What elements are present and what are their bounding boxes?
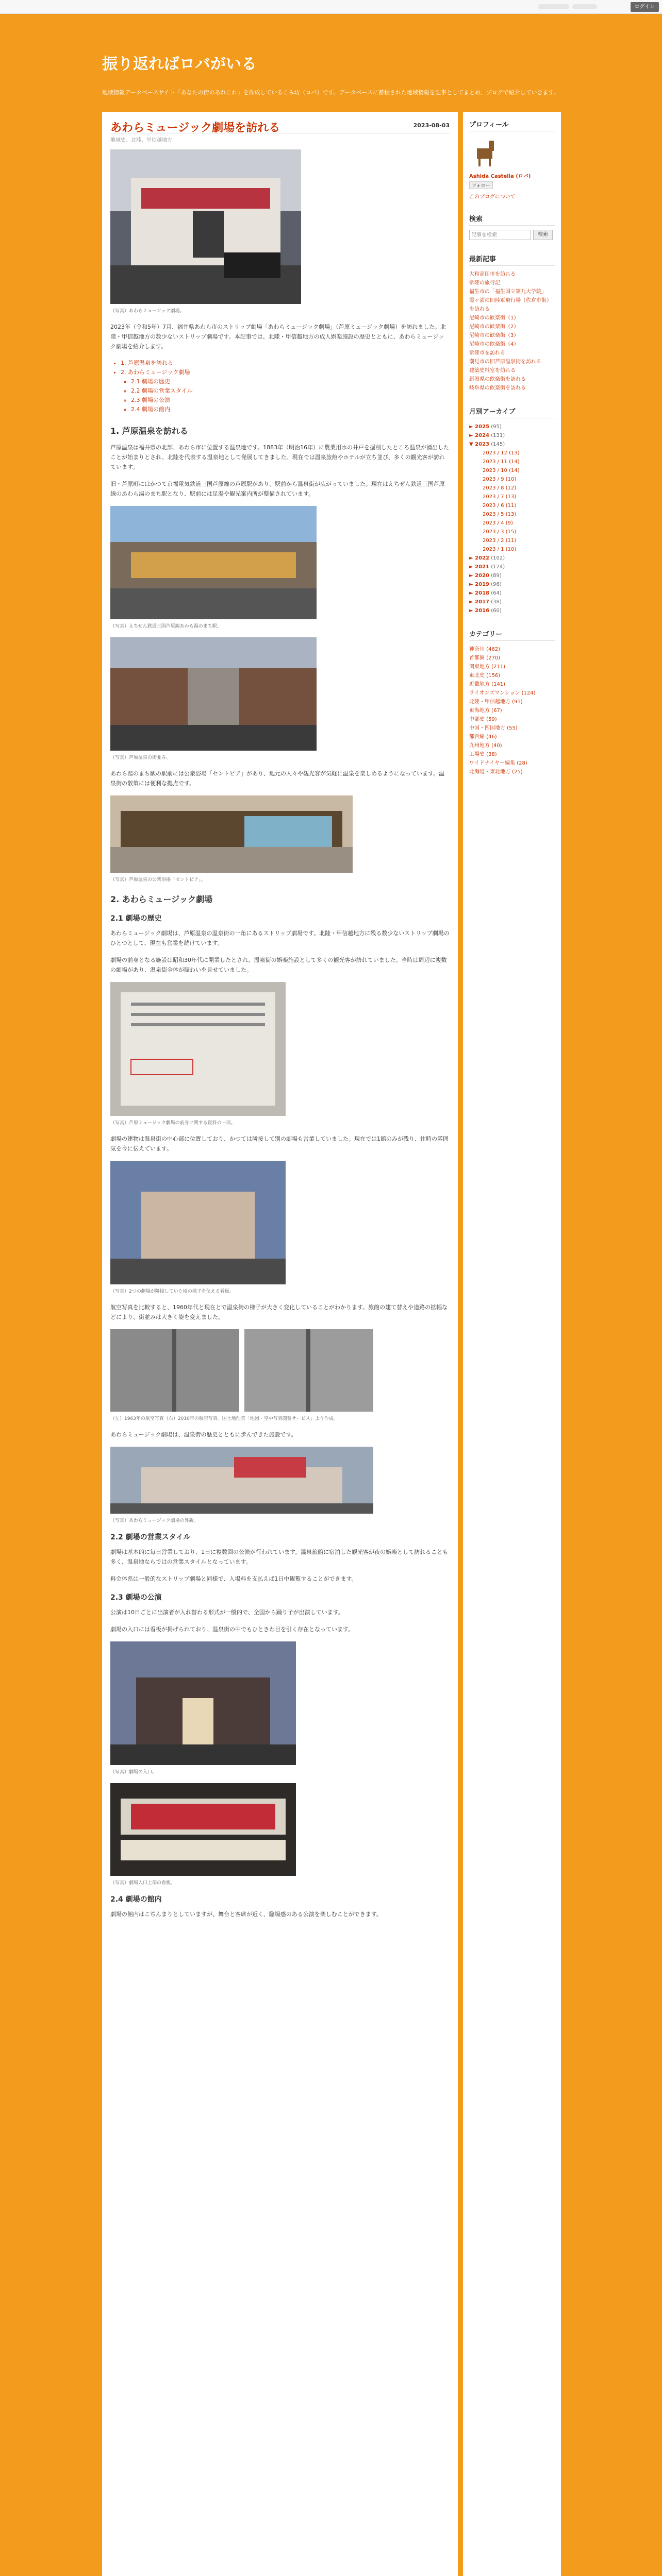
archive-year[interactable]: ► 2025 (95) [469, 424, 502, 430]
archive-year[interactable]: ► 2022 (102) [469, 555, 505, 561]
paragraph: 劇場は基本的に毎日営業しており、1日に複数回の公演が行われています。温泉旅館に宿泊した観光客が夜の娯楽として訪れることも多く、温泉地ならではの営業スタイルとなっています。 [110, 1549, 449, 1565]
paragraph: 劇場の館内はこぢんまりとしていますが、舞台と客席が近く、臨場感のある公演を楽しむことができます。 [110, 1911, 382, 1918]
archive-month[interactable]: 2023 / 7 (13) [483, 494, 517, 500]
post-labels[interactable]: 地域史、北陸、甲信越地方 [110, 138, 172, 143]
paragraph: 劇場の入口には看板が掲げられており、温泉街の中でもひときわ目を引く存在となっています。 [110, 1626, 354, 1633]
archive-month[interactable]: 2023 / 9 (10) [483, 477, 517, 482]
label-link[interactable]: 首都圏 (270) [469, 655, 501, 661]
recent-post-link[interactable]: 福生市の「福生国立第九大学院」 [469, 289, 547, 295]
paragraph: 劇場の建物は温泉街の中心部に位置しており、かつては隣接して別の劇場も営業していました。現在では1館のみが残り、往時の雰囲気を今に伝えています。 [110, 1136, 449, 1152]
subsection-heading: 2.1 劇場の歴史 [110, 914, 162, 923]
subsection-heading: 2.3 劇場の公演 [110, 1594, 162, 1602]
archive-year[interactable]: ► 2019 (96) [469, 582, 502, 587]
archive-month[interactable]: 2023 / 6 (11) [483, 503, 517, 509]
recent-post-link[interactable]: 岐阜県の飲楽街を訪れる [469, 385, 526, 391]
theater-facade-photo[interactable] [110, 1447, 373, 1514]
paragraph: あわらミュージック劇場は、温泉街の歴史とともに歩んできた施設です。 [110, 1431, 297, 1438]
widget-heading: 検索 [469, 213, 555, 226]
navbar-placeholder [572, 4, 597, 9]
sign-photo[interactable] [110, 1161, 286, 1284]
archive-year[interactable]: ► 2018 (64) [469, 590, 502, 596]
toc-item[interactable]: ◦ 2.2 劇場の営業スタイル [131, 386, 450, 396]
archive-month[interactable]: 2023 / 1 (10) [483, 547, 517, 552]
label-link[interactable]: ライオンズマンション (124) [469, 690, 536, 696]
paragraph: 芦原温泉は福井県の北部、あわら市に位置する温泉地です。1883年（明治16年）に農業用水の井戸を掘削したところ温泉が湧出したことが始まりとされ、北陸を代表する温泉地として発展してきました。現在では温泉旅館やホテルが立ち並び、多くの観光客が訪れています。 [110, 444, 450, 470]
post-date: 2023-08-03 [413, 122, 450, 129]
label-link[interactable]: 九州地方 (40) [469, 743, 502, 749]
photo-caption: （写真）劇場の入口。 [110, 1770, 157, 1775]
label-link[interactable]: 東北史 (156) [469, 673, 501, 679]
photo-caption: （左）1963年の航空写真（右）2010年の航空写真。国土地理院「地図・空中写真閲覧サービス」より作成。 [110, 1416, 338, 1421]
paragraph: あわらミュージック劇場は、芦原温泉の温泉街の一角にあるストリップ劇場です。北陸・甲信越地方に残る数少ないストリップ劇場のひとつとして、現在も営業を続けています。 [110, 930, 450, 946]
document-photo[interactable] [110, 982, 286, 1116]
toc-item[interactable]: ◦ 2.1 劇場の歴史 [131, 377, 450, 386]
search-widget [469, 213, 555, 240]
entrance-photo[interactable] [110, 1641, 296, 1765]
photo-caption: （写真）あわらミュージック劇場。 [110, 309, 185, 314]
archive-year[interactable]: ► 2017 (38) [469, 599, 502, 605]
photo-caption: （写真）芦原ミュージック劇場の前身に関する資料の一部。 [110, 1121, 236, 1126]
recent-post-link[interactable]: 尼崎市の歓楽街（2） [469, 324, 519, 330]
station-photo[interactable] [110, 506, 317, 619]
archive-year[interactable]: ► 2024 (131) [469, 433, 505, 438]
table-of-contents [121, 359, 450, 414]
label-link[interactable]: 都営線 (46) [469, 734, 497, 740]
recent-post-link[interactable]: 尼崎市の歓楽街（3） [469, 333, 519, 338]
recent-post-link[interactable]: 潮見市の旧芦原温泉街を訪れる [469, 359, 541, 365]
photo-caption: （写真）2つの劇場が隣接していた頃の様子を伝える看板。 [110, 1289, 234, 1294]
paragraph: 航空写真を比較すると、1960年代と現在とで温泉街の様子が大きく変化していることがわかります。旅館の建て替えや道路の拡幅などにより、街並みは大きく姿を変えました。 [110, 1304, 448, 1320]
paragraph: 公演は10日ごとに出演者が入れ替わる形式が一般的で、全国から踊り子が出演しています。 [110, 1609, 344, 1616]
search-input[interactable] [469, 230, 531, 240]
label-link[interactable]: 北海道・東北地方 (25) [469, 769, 523, 775]
paragraph: 2023年（令和5年）7月、福井県あわら市のストリップ劇場「あわらミュージック劇場」（芦原ミュージック劇場）を訪れました。北陸・甲信越地方の数少ないストリップ劇場です。本記事では、北陸・甲信越地方の成人娯楽施設の歴史とともに、あわらミュージック劇場を紹介します。 [110, 324, 446, 350]
archive-month[interactable]: 2023 / 3 (15) [483, 529, 517, 535]
archive-month[interactable]: 2023 / 10 (14) [483, 468, 520, 473]
photo-caption: （写真）芦原温泉の公衆浴場「セントピア」。 [110, 877, 206, 883]
widget-heading: カテゴリー [469, 629, 555, 641]
recent-post-link[interactable]: 尼崎市の歓楽街（1） [469, 315, 519, 321]
label-link[interactable]: 神奈川 (462) [469, 647, 501, 652]
label-link[interactable]: 工場史 (38) [469, 752, 497, 757]
recent-post-link[interactable]: 新潟県の飲楽街を訪れる [469, 377, 526, 382]
avatar[interactable] [469, 135, 500, 172]
archive-year[interactable]: ► 2016 (60) [469, 608, 502, 614]
paragraph: 劇場の前身となる施設は昭和30年代に開業したとされ、温泉街の娯楽施設として多くの観光客が訪れていました。当時は周辺に複数の劇場があり、温泉街全体が賑わいを見せていました。 [110, 957, 447, 973]
archive-year[interactable]: ► 2020 (89) [469, 573, 502, 579]
recent-post-link[interactable]: 霞ヶ浦の旧陸軍飛行場（佐倉市街）を訪れる [469, 298, 552, 312]
recent-posts-widget [469, 253, 555, 393]
recent-post-link[interactable]: 大和高田市を訪れる [469, 272, 516, 277]
label-link[interactable]: 関東地方 (211) [469, 664, 506, 670]
archive-month[interactable]: 2023 / 8 (12) [483, 485, 517, 491]
recent-post-link[interactable]: 建築史料室を訪れる [469, 368, 516, 374]
subsection-heading: 2.2 劇場の営業スタイル [110, 1533, 191, 1541]
login-button[interactable]: ログイン [631, 2, 659, 12]
post-column [102, 112, 458, 2576]
archive-widget [469, 406, 555, 615]
toc-item[interactable]: • 1. 芦原温泉を訪れる [121, 359, 450, 368]
signboard-photo[interactable] [110, 1783, 296, 1876]
paragraph: あわら湯のまち駅の駅前には公衆浴場「セントピア」があり、地元の人々や観光客が気軽に温泉を楽しめるようになっています。温泉街の散策には便利な拠点です。 [110, 770, 445, 787]
recent-post-link[interactable]: 常陸市を訪れる [469, 350, 505, 356]
sidebar [463, 112, 561, 2576]
archive-month[interactable]: 2023 / 12 (13) [483, 450, 520, 456]
profile-link[interactable]: このブログについて [469, 194, 516, 200]
archive-month[interactable]: 2023 / 4 (9) [483, 520, 513, 526]
blog-header [0, 14, 662, 112]
section-heading: 2. あわらミュージック劇場 [110, 894, 213, 904]
photo-caption: （写真）えちぜん鉄道三国芦原線あわら湯のまち駅。 [110, 624, 222, 629]
toc-item[interactable]: ◦ 2.4 劇場の館内 [131, 405, 450, 414]
archive-month[interactable]: 2023 / 5 (13) [483, 512, 517, 517]
label-link[interactable]: 北陸・甲信越地方 (91) [469, 699, 523, 705]
label-link[interactable]: ワイドナイヤー編集 (28) [469, 760, 527, 766]
recent-post-link[interactable]: 常陸の旅行記 [469, 280, 500, 286]
archive-month[interactable]: 2023 / 11 (14) [483, 459, 520, 465]
blog-description: 地域情報データベースサイト「あなたの街のあれこれ」を作成しているこみ坊（ロバ）です。データベースに蓄積された地域情報を記事としてまとめ、ブログで紹介していきます。 [102, 89, 559, 96]
photo-caption: （写真）劇場入口上部の看板。 [110, 1880, 176, 1886]
paragraph: 料金体系は一般的なストリップ劇場と同様で、入場料を支払えば1日中観覧することができます。 [110, 1575, 357, 1582]
photo-caption: （写真）あわらミュージック劇場の外観。 [110, 1518, 198, 1523]
search-button[interactable]: 検索 [533, 230, 553, 240]
toc-item[interactable]: • 2. あわらミュージック劇場 [121, 368, 450, 377]
widget-heading: 月別アーカイブ [469, 406, 555, 418]
label-link[interactable]: 近畿地方 (141) [469, 682, 506, 687]
widget-heading: プロフィール [469, 119, 555, 131]
aerial-photo[interactable] [110, 1329, 373, 1412]
profile-name[interactable]: Ashida Castella (ロバ) [469, 174, 531, 179]
section-heading: 1. 芦原温泉を訪れる [110, 426, 188, 436]
profile-widget [469, 119, 555, 200]
toc-item[interactable]: ◦ 2.3 劇場の公演 [131, 396, 450, 405]
post-title[interactable]: あわらミュージック劇場を訪れる [110, 122, 280, 134]
bathhouse-photo[interactable] [110, 795, 353, 873]
label-link[interactable]: 中国・四国地方 (55) [469, 725, 518, 731]
paragraph: 旧・芦原町にはかつて京福電気鉄道三国芦原線の芦原駅があり、駅前から温泉街が広がっていました。現在はえちぜん鉄道三国芦原線のあわら湯のまち駅となり、駅前には足湯や観光案内所が整備されています。 [110, 481, 445, 497]
theater-exterior-photo[interactable] [110, 149, 301, 304]
follow-button[interactable]: フォロー [469, 181, 493, 189]
archive-year[interactable]: ▼ 2023 (145) [469, 442, 505, 447]
archive-month[interactable]: 2023 / 2 (11) [483, 538, 517, 544]
label-link[interactable]: 中部史 (59) [469, 717, 497, 722]
subsection-heading: 2.4 劇場の館内 [110, 1895, 162, 1904]
archive-year[interactable]: ► 2021 (124) [469, 564, 505, 570]
labels-widget [469, 629, 555, 776]
label-link[interactable]: 東海地方 (67) [469, 708, 502, 714]
widget-heading: 最新記事 [469, 253, 555, 266]
navbar-placeholder [538, 4, 569, 9]
street-photo[interactable] [110, 637, 317, 751]
top-navbar [0, 0, 662, 14]
blog-title[interactable]: 振り返ればロバがいる [102, 55, 257, 73]
recent-post-link[interactable]: 尼崎市の飲楽街（4） [469, 342, 519, 347]
photo-caption: （写真）芦原温泉の街並み。 [110, 755, 171, 760]
